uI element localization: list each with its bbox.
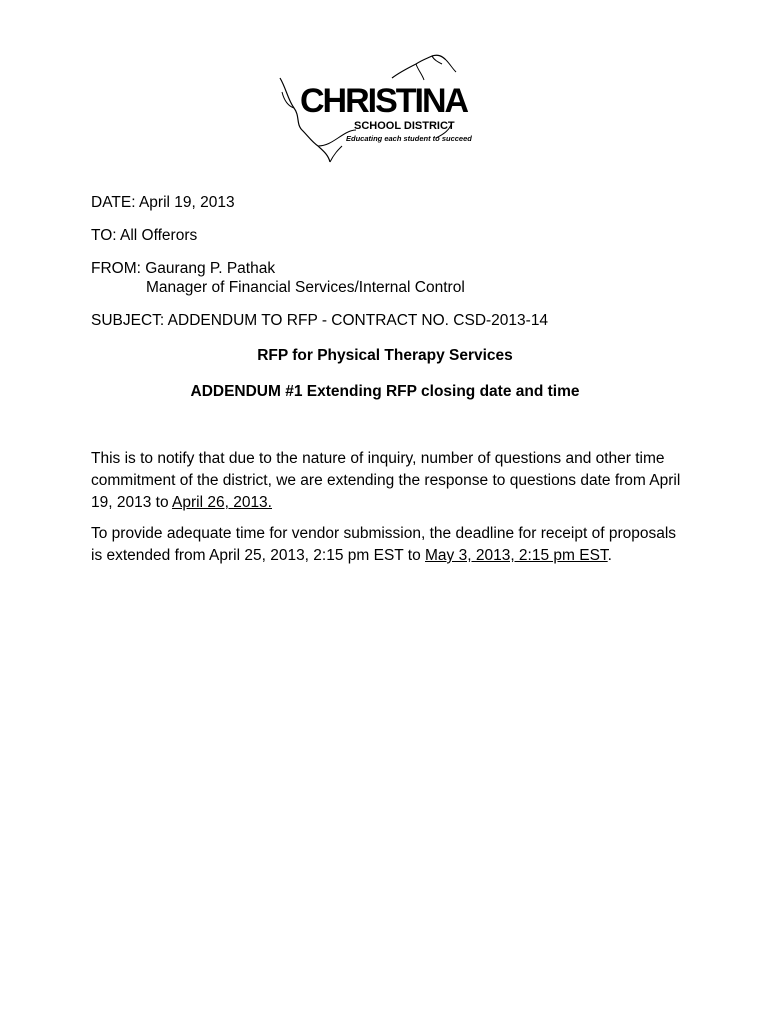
memo-from-title: Manager of Financial Services/Internal Control (146, 279, 465, 296)
memo-to: TO: All Offerors (91, 227, 198, 244)
paragraph-notice (91, 448, 691, 514)
rfp-title: RFP for Physical Therapy Services (257, 347, 513, 364)
logo-subtitle: SCHOOL DISTRICT (354, 120, 455, 132)
logo-tagline: Educating each student to succeed (346, 134, 472, 143)
paragraph-deadline-end: . (607, 547, 612, 564)
paragraph-notice-text: This is to notify that due to the nature of inquiry, number of questions and other time commitment of the district, we are extending the response to questions date from April 19, 2013 to (91, 450, 681, 511)
memo-subject: SUBJECT: ADDENDUM TO RFP - CONTRACT NO. CSD-2013-14 (91, 312, 549, 329)
new-questions-date: April 26, 2013. (172, 494, 272, 511)
paragraph-deadline-text: To provide adequate time for vendor submission, the deadline for receipt of proposals is extended from April 25, 2013, 2:15 pm EST to (91, 525, 677, 564)
memo-date: DATE: April 19, 2013 (91, 194, 235, 211)
logo-wordmark: CHRISTINA (300, 82, 468, 120)
addendum-title: ADDENDUM #1 Extending RFP closing date and time (190, 383, 580, 400)
paragraph-deadline (91, 523, 691, 567)
district-logo (272, 50, 472, 168)
memo-from: FROM: Gaurang P. Pathak (91, 260, 276, 277)
new-deadline-date: May 3, 2013, 2:15 pm EST (425, 547, 608, 564)
